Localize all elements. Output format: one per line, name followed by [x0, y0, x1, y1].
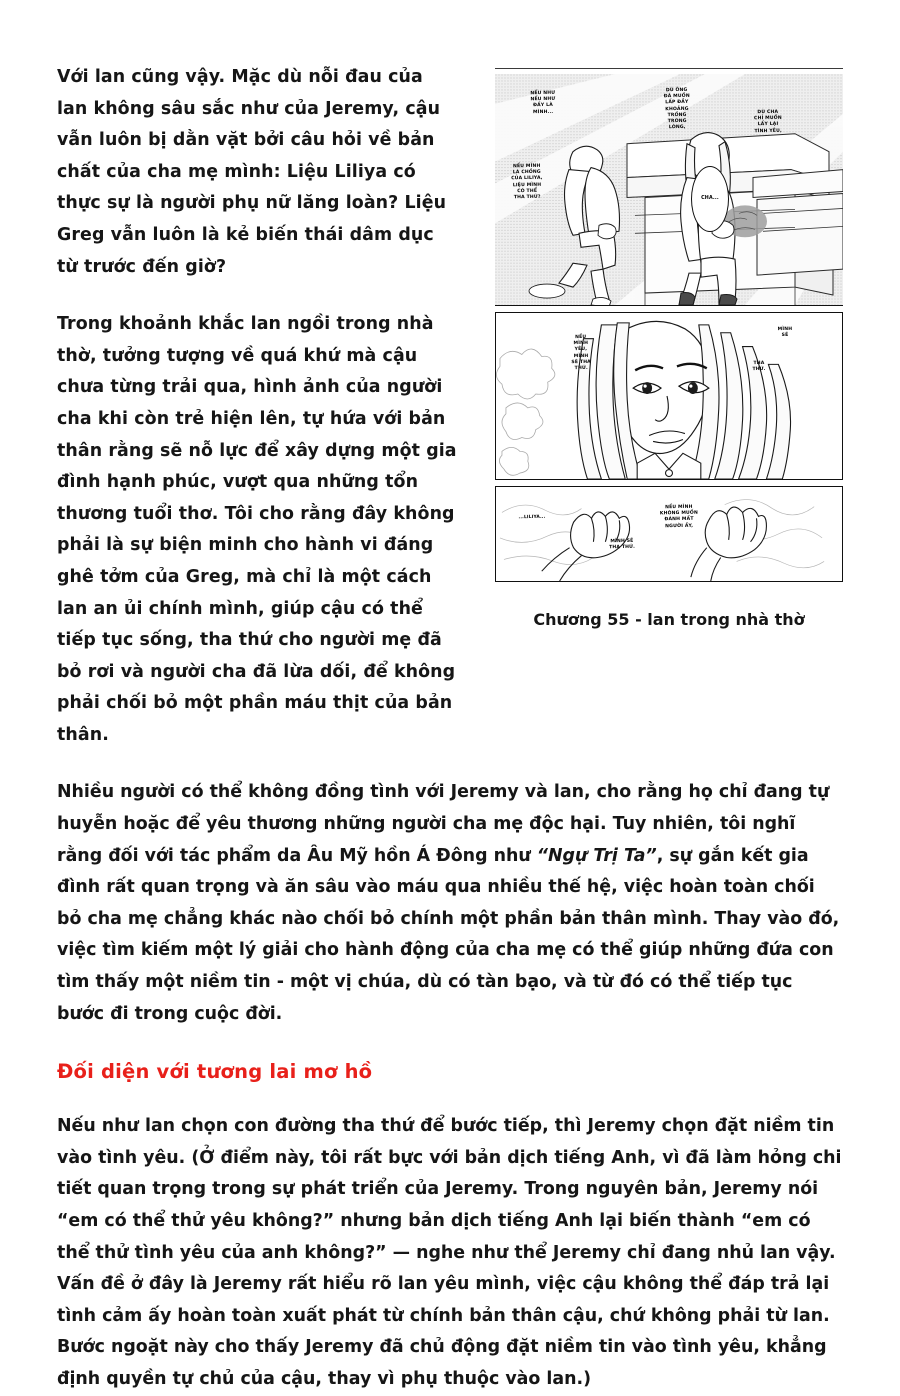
- panel-1-bubble-4: DÙ CHA CHỈ MUỐN LẤY LẠI TÌNH YÊU,: [754, 109, 782, 134]
- section-heading: Đối diện với tương lai mơ hồ: [57, 1060, 373, 1084]
- panel-1-bubble-3: DÙ ÔNG ĐÃ MUỐN LẤP ĐẦY KHOẢNG TRỐNG TRONG LÒNG,: [663, 87, 690, 131]
- paragraph-3-part-b: , sự gắn kết gia đình rất quan trọng và ăn sâu vào máu qua nhiều thế hệ, việc hoàn toàn chối bỏ cha mẹ chẳng khác nào chối bỏ chính một phần bản thân mình. Thay vào đó, việc tìm kiếm một lý giải cho hành động của cha mẹ có thể giúp những đứa con tìm thấy một niềm tin - một vị chúa, dù có tàn bạo, và từ đó có thể tiếp tục bước đi trong cuộc đời.: [57, 845, 840, 1024]
- paragraph-4: Nếu như lan chọn con đường tha thứ để bước tiếp, thì Jeremy chọn đặt niềm tin vào tình yêu. (Ở điểm này, tôi rất bực với bản dịch tiếng Anh, vì đã làm hỏng chi tiết quan trọng trong sự phát triển của Jeremy. Trong nguyên bản, Jeremy nói “em có thể thử yêu không?” nhưng bản dịch tiếng Anh lại biến thành “em có thể thử tình yêu của anh không?” — nghe như thể Jeremy chỉ đang nhủ lan vậy. Vấn đề ở đây là Jeremy rất hiểu rõ lan yêu mình, việc cậu không thể đáp trả lại tình cảm ấy hoàn toàn xuất phát từ chính bản thân cậu, chứ không phải từ lan. Bước ngoặt này cho thấy Jeremy đã chủ động đặt niềm tin vào tình yêu, khẳng định quyền tự chủ của cậu, thay vì phụ thuộc vào lan.): [57, 1116, 842, 1389]
- panel-1-bubble-1: NẾU NHƯ NẾU NHƯ ĐẤY LÀ MÌNH...: [530, 90, 556, 115]
- panel-3-bubble-2: MÌNH SẼ THA THỨ.: [609, 538, 636, 551]
- panel-2-bubble-3: THA THỨ.: [752, 360, 766, 373]
- work-title-ngu-tri-ta: “Ngự Trị Ta”: [536, 845, 657, 866]
- manga-panel-3: [495, 486, 843, 582]
- paragraph-3: [57, 777, 843, 1030]
- manga-artwork: [495, 74, 843, 594]
- paragraph-3-part-a: Nhiều người có thể không đồng tình với Jeremy và lan, cho rằng họ chỉ đang tự huyễn hoặc để yêu thương những người cha mẹ độc hại. Tuy nhiên, tôi nghĩ rằng đối với tác phẩm da Âu Mỹ hồn Á Đông như: [57, 782, 830, 866]
- paragraph-2: Trong khoảnh khắc lan ngồi trong nhà thờ, tưởng tượng về quá khứ mà cậu chưa từng trải qua, hình ảnh của người cha khi còn trẻ hiện lên, tự hứa với bản thân rằng sẽ nỗ lực để xây dựng một gia đình hạnh phúc, vượt qua những tổn thương tuổi thơ. Tôi cho rằng đây không phải là sự biện minh cho hành vi đáng ghê tởm của Greg, mà chỉ là một cách lan an ủi chính mình, giúp cậu có thể tiếp tục sống, tha thứ cho người mẹ đã bỏ rơi và người cha đã lừa dối, để không phải chối bỏ một phần máu thịt của bản thân.: [57, 314, 457, 745]
- panel-2-bubble-1: NẾU MÌNH YÊU, MÌNH SẼ THA THỨ.: [571, 334, 591, 372]
- panel-1-bubble-5: CHA...: [701, 195, 719, 201]
- figure-caption: Chương 55 - lan trong nhà thờ: [533, 610, 805, 629]
- manga-panel-1: [495, 74, 843, 306]
- figure-top-rule: [495, 68, 843, 69]
- manga-panel-2: [495, 312, 843, 480]
- panel-3-bubble-3: NẾU MÌNH KHÔNG MUỐN ĐÁNH MẤT NGƯỜI ẤY,: [659, 504, 699, 529]
- left-text-column: [57, 62, 457, 777]
- panel-1-speech-bubble-oval: [691, 166, 729, 232]
- panel-3-art: [496, 487, 842, 581]
- panel-3-bubble-1: ...LILIYA...: [518, 514, 546, 521]
- paragraph-1: Với lan cũng vậy. Mặc dù nỗi đau của lan không sâu sắc như của Jeremy, cậu vẫn luôn bị dằn vặt bởi câu hỏi về bản chất của cha mẹ mình: Liệu Liliya có thực sự là người phụ nữ lăng loàn? Liệu Greg vẫn luôn là kẻ biến thái dâm dục từ trước đến giờ?: [57, 67, 447, 277]
- panel-2-bubble-2: MÌNH SẼ: [777, 326, 793, 339]
- manga-figure: [495, 68, 843, 629]
- panel-1-bubble-2: NẾU MÌNH LÀ CHỒNG CỦA LILIYA, LIỆU MÌNH CÓ THỂ THA THỨ?: [511, 163, 543, 201]
